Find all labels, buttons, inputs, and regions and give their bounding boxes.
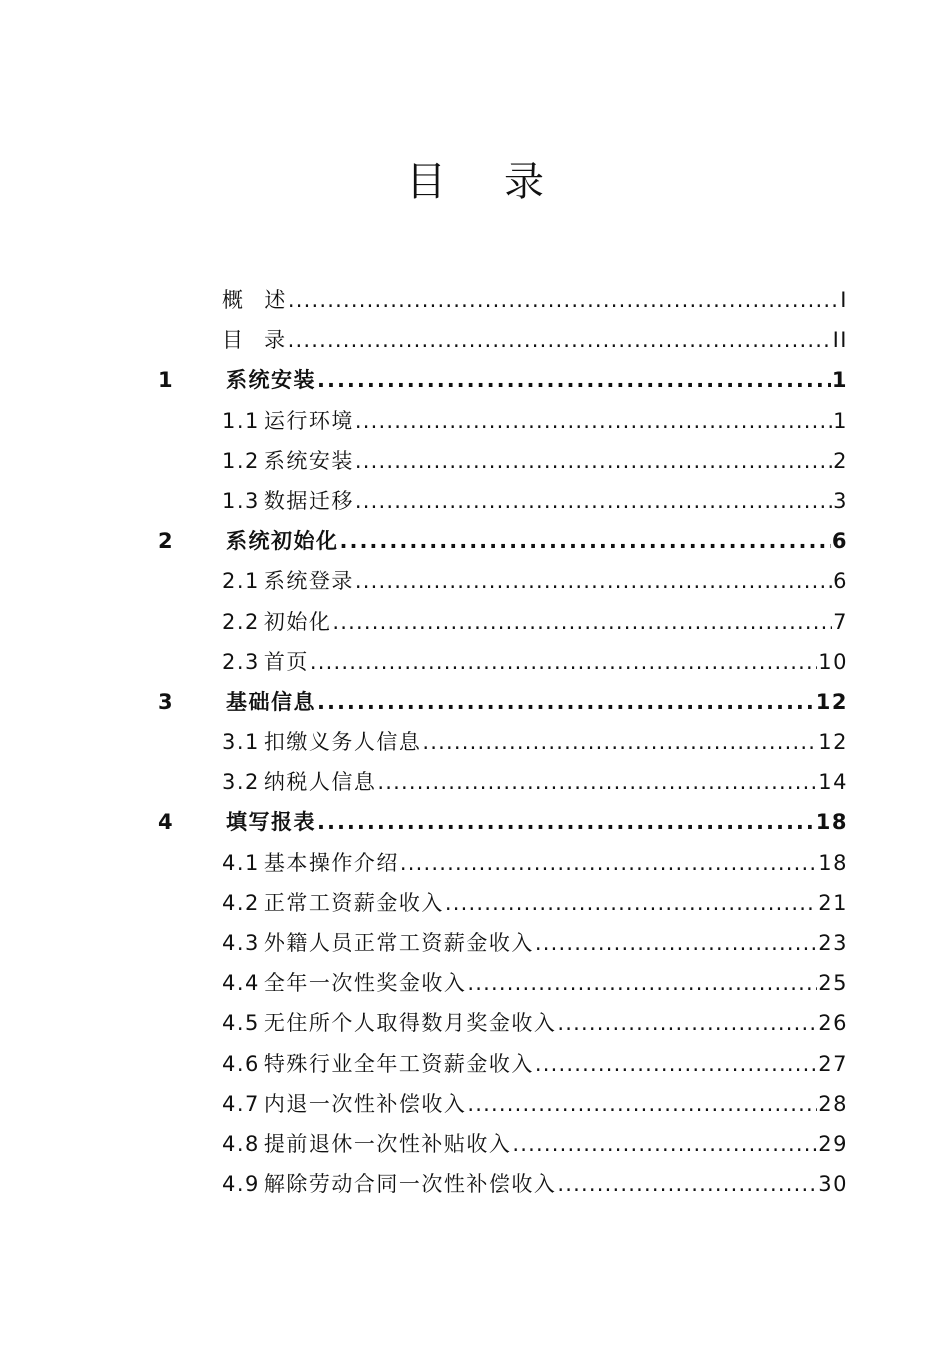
section-title: 系统登录 [263, 569, 354, 594]
section-title: 运行环境 [263, 408, 354, 433]
toc-page-number: 2 [833, 448, 848, 473]
toc-leader-dots [355, 481, 832, 521]
section-number: 1.3 [222, 488, 260, 513]
section-title: 扣缴义务人信息 [263, 730, 422, 755]
toc-page-number: 28 [818, 1091, 848, 1116]
page-title [0, 150, 950, 207]
section-title: 纳税人信息 [263, 770, 377, 795]
chapter-number: 3 [158, 689, 175, 714]
toc-page-number: 12 [815, 689, 848, 714]
toc-section-1-2[interactable] [0, 441, 950, 481]
toc-entry-contents[interactable] [0, 320, 950, 360]
section-number: 3.1 [222, 730, 260, 755]
section-title: 特殊行业全年工资薪金收入 [263, 1051, 534, 1076]
toc-page-number: I [840, 288, 848, 312]
section-title: 基本操作介绍 [263, 850, 399, 875]
chapter-title: 系统初始化 [226, 529, 339, 554]
toc-leader-dots [288, 320, 832, 360]
section-number: 4.9 [222, 1172, 260, 1197]
section-number: 1.2 [222, 448, 260, 473]
toc-leader-dots [355, 561, 832, 601]
toc-leader-dots [512, 1124, 817, 1164]
toc-leader-dots [317, 802, 815, 842]
toc-entry-label: 述 [264, 288, 287, 312]
toc-leader-dots [467, 1084, 817, 1124]
toc-chapter-3[interactable] [0, 682, 950, 722]
section-number: 4.4 [222, 971, 260, 996]
toc-leader-dots [310, 642, 817, 682]
section-number: 4.1 [222, 850, 260, 875]
toc-leader-dots [332, 602, 832, 642]
chapter-title: 系统安装 [226, 368, 316, 393]
toc-page-number: 27 [818, 1051, 848, 1076]
section-title: 内退一次性补偿收入 [263, 1091, 467, 1116]
section-number: 4.5 [222, 1011, 260, 1036]
toc-page-number: 29 [818, 1131, 848, 1156]
section-number: 4.2 [222, 890, 260, 915]
toc-page-number: 30 [818, 1172, 848, 1197]
toc-leader-dots [535, 923, 817, 963]
toc-page-number: II [832, 328, 848, 353]
section-title: 解除劳动合同一次性补偿收入 [263, 1172, 557, 1197]
toc-chapter-4[interactable] [0, 802, 950, 842]
toc-page-number: 1 [833, 408, 848, 433]
toc-section-4-1[interactable] [0, 843, 950, 883]
toc-page-number: 1 [831, 368, 848, 393]
toc-leader-dots [377, 762, 817, 802]
section-number: 4.7 [222, 1091, 260, 1116]
toc-page-number: 23 [818, 931, 848, 955]
toc-entry-label: 录 [264, 328, 287, 353]
section-title: 首页 [263, 649, 309, 674]
toc-section-4-9[interactable] [0, 1164, 950, 1204]
section-title: 提前退休一次性补贴收入 [263, 1131, 512, 1156]
toc-section-3-2[interactable] [0, 762, 950, 802]
chapter-title: 填写报表 [226, 810, 316, 835]
chapter-number: 1 [158, 368, 175, 393]
title-char-2: 录 [504, 159, 544, 205]
toc-leader-dots [535, 1044, 817, 1084]
toc-leader-dots [317, 360, 831, 400]
toc-leader-dots [445, 883, 817, 923]
section-number: 4.3 [222, 931, 260, 955]
section-title: 初始化 [263, 609, 332, 634]
section-title: 数据迁移 [263, 488, 354, 513]
toc-leader-dots [317, 682, 815, 722]
section-title: 系统安装 [263, 448, 354, 473]
toc-section-4-4[interactable] [0, 963, 950, 1003]
section-number: 2.2 [222, 609, 260, 634]
section-number: 2.1 [222, 569, 260, 594]
section-title: 无住所个人取得数月奖金收入 [263, 1011, 557, 1036]
toc-entry-label: 目 [222, 328, 245, 353]
toc-leader-dots [557, 1003, 817, 1043]
section-title: 正常工资薪金收入 [263, 890, 444, 915]
chapter-number: 2 [158, 529, 175, 554]
toc-entry-overview[interactable] [0, 280, 950, 320]
toc-section-4-6[interactable] [0, 1044, 950, 1084]
section-number: 3.2 [222, 770, 260, 795]
toc-page-number: 26 [818, 1011, 848, 1036]
toc-page-number: 10 [818, 649, 848, 674]
toc-leader-dots [422, 722, 817, 762]
toc-page-number: 18 [815, 810, 848, 835]
toc-section-2-1[interactable] [0, 561, 950, 601]
section-title: 全年一次性奖金收入 [263, 971, 467, 996]
toc-leader-dots [400, 843, 817, 883]
toc-entry-label: 概 [222, 288, 245, 312]
toc-chapter-1[interactable] [0, 360, 950, 400]
toc-section-4-8[interactable] [0, 1124, 950, 1164]
toc-leader-dots [288, 280, 839, 320]
toc-section-3-1[interactable] [0, 722, 950, 762]
toc-section-4-2[interactable] [0, 883, 950, 923]
chapter-number: 4 [158, 810, 175, 835]
chapter-title: 基础信息 [226, 689, 316, 714]
toc-page-number: 14 [818, 770, 848, 795]
table-of-contents [0, 280, 950, 1204]
toc-section-1-3[interactable] [0, 481, 950, 521]
toc-page-number: 6 [833, 569, 848, 594]
toc-chapter-2[interactable] [0, 521, 950, 561]
toc-leader-dots [340, 521, 831, 561]
toc-section-4-7[interactable] [0, 1084, 950, 1124]
toc-leader-dots [355, 441, 832, 481]
toc-section-2-2[interactable] [0, 602, 950, 642]
toc-leader-dots [467, 963, 817, 1003]
toc-leader-dots [355, 401, 832, 441]
section-number: 4.8 [222, 1131, 260, 1156]
section-number: 4.6 [222, 1051, 260, 1076]
toc-page-number: 25 [818, 971, 848, 996]
toc-page-number: 21 [818, 890, 848, 915]
toc-section-2-3[interactable] [0, 642, 950, 682]
toc-leader-dots [557, 1164, 817, 1204]
toc-section-1-1[interactable] [0, 401, 950, 441]
toc-section-4-3[interactable] [0, 923, 950, 963]
toc-section-4-5[interactable] [0, 1003, 950, 1043]
toc-page-number: 7 [833, 609, 848, 634]
toc-page-number: 6 [831, 529, 848, 554]
section-number: 2.3 [222, 649, 260, 674]
toc-page-number: 18 [818, 850, 848, 875]
title-char-1: 目 [406, 159, 446, 205]
section-title: 外籍人员正常工资薪金收入 [263, 931, 534, 955]
section-number: 1.1 [222, 408, 260, 433]
toc-page-number: 3 [833, 488, 848, 513]
toc-page-number: 12 [818, 730, 848, 755]
